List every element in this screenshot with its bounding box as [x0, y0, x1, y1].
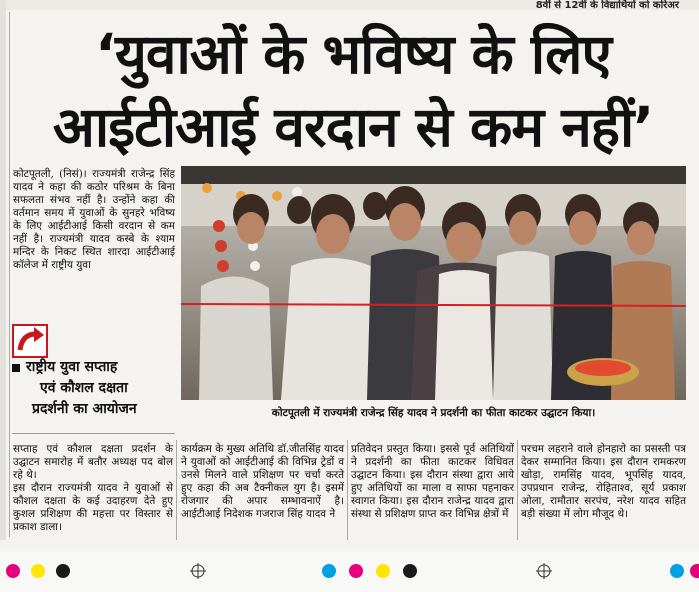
ribbon-cutting-photo — [181, 166, 686, 400]
column-3: प्रतिवेदन प्रस्तुत किया। इससे पूर्व अतिथियों ने प्रदर्शनी का फीता काटकर विधिवत उद्घाटन किया। इस दौरान संस्था द्वारा आये हुए अतिथियों का माला व साफा पहनाकर स्वागत किया। इस दौरान राजेन्द्र यादव द्वारा संस्था से प्रशिक्षण प्राप्त कर विभिन्न क्षेत्रों में — [351, 443, 514, 520]
column-2: कार्यक्रम के मुख्य अतिथि डॉ.जीतसिंह यादव ने युवाओं को आईटीआई की विभिन्न ट्रेडों व उनसे मिलने वाले प्रशिक्षण पर चर्चा करते हुए कहा की अब टैक्नीकल युग है। इसमें रोजगार की अपार सम्भावनाऐं है। आईटीआई निदेशक गजराज सिंह यादव ने — [181, 443, 344, 520]
crosshair-icon — [190, 563, 206, 579]
headline-line-1: ‘युवाओं के भविष्य के लिए — [95, 22, 611, 86]
subhead-line-1: राष्ट्रीय युवा सप्ताह — [26, 359, 118, 375]
left-edge — [0, 0, 6, 540]
registration-dot-black — [56, 564, 70, 578]
arrow-icon — [12, 324, 48, 358]
registration-dot-black-2 — [403, 564, 417, 578]
column-1: सप्ताह एवं कौशल दक्षता प्रदर्शन के उद्घाटन समारोह में बतौर अध्यक्ष पद बोल रहे थे। इस दौरान राज्यमंत्री यादव ने युवाओं से कौशल दक्षता के कई उदाहरण देते हुए कुशल प्रशिक्षण की महत्ता पर विस्तार से प्रकाश डाला। — [13, 443, 173, 533]
bullet-icon — [12, 364, 20, 372]
news-photo — [181, 166, 686, 400]
registration-dot-cyan — [322, 564, 336, 578]
crosshair-icon-2 — [536, 563, 552, 579]
subhead-line-3: प्रदर्शनी का आयोजन — [32, 401, 137, 417]
box-rule — [12, 433, 175, 434]
subhead-line-2: एवं कौशल दक्षता — [40, 380, 128, 396]
lead-paragraph: कोटपूतली, (निसं)। राज्यमंत्री राजेन्द्र सिंह यादव ने कहा की कठोर परिश्रम के बिना सफलता संभव नहीं है। उन्होंने कहा की वर्तमान समय में युवाओं के सुनहरे भविष्य के लिए आईटीआई किसी वरदान से कम नहीं है। राज्यमंत्री यादव कस्बे के श्याम मन्दिर के निकट स्थित शारदा आईटीआई कॉलेज में राष्ट्रीय युवा — [13, 168, 175, 271]
registration-dot-cyan-2 — [670, 564, 684, 578]
column-divider-2 — [347, 440, 348, 540]
registration-dot-yellow-2 — [376, 564, 390, 578]
registration-dot-yellow — [31, 564, 45, 578]
registration-strip — [0, 551, 699, 592]
registration-dot-magenta-2 — [349, 564, 363, 578]
registration-dot-magenta — [6, 564, 20, 578]
column-divider-1 — [176, 440, 177, 540]
headline-line-2: आईटीआई वरदान से कम नहीं’ — [52, 95, 654, 159]
subhead-box — [12, 324, 175, 434]
photo-caption: कोटपूतली में राज्यमंत्री राजेन्द्र सिंह यादव ने प्रदर्शनी का फीता काटकर उद्घाटन किया। — [181, 402, 686, 424]
kicker-text: 8वीं से 12वीं के विद्यार्थियों को करिअर — [535, 0, 679, 11]
column-4: परचम लहराने वाले होनहारो का प्रसस्ती पत्र देकर सम्मानित किया। इस दौरान रामकरण खोड़ा, रामसिंह यादव, भूपसिंह यादव, उपप्रधान राजेन्द्र, रोहिताश्व, सूर्य प्रकाश ओला, रामौतार सरपंच, नरेश यादव सहित बड़ी संख्या में लोग मौजूद थे। — [521, 443, 686, 520]
registration-dot-magenta-3 — [690, 564, 699, 578]
column-rule — [9, 12, 10, 537]
column-divider-3 — [517, 440, 518, 540]
